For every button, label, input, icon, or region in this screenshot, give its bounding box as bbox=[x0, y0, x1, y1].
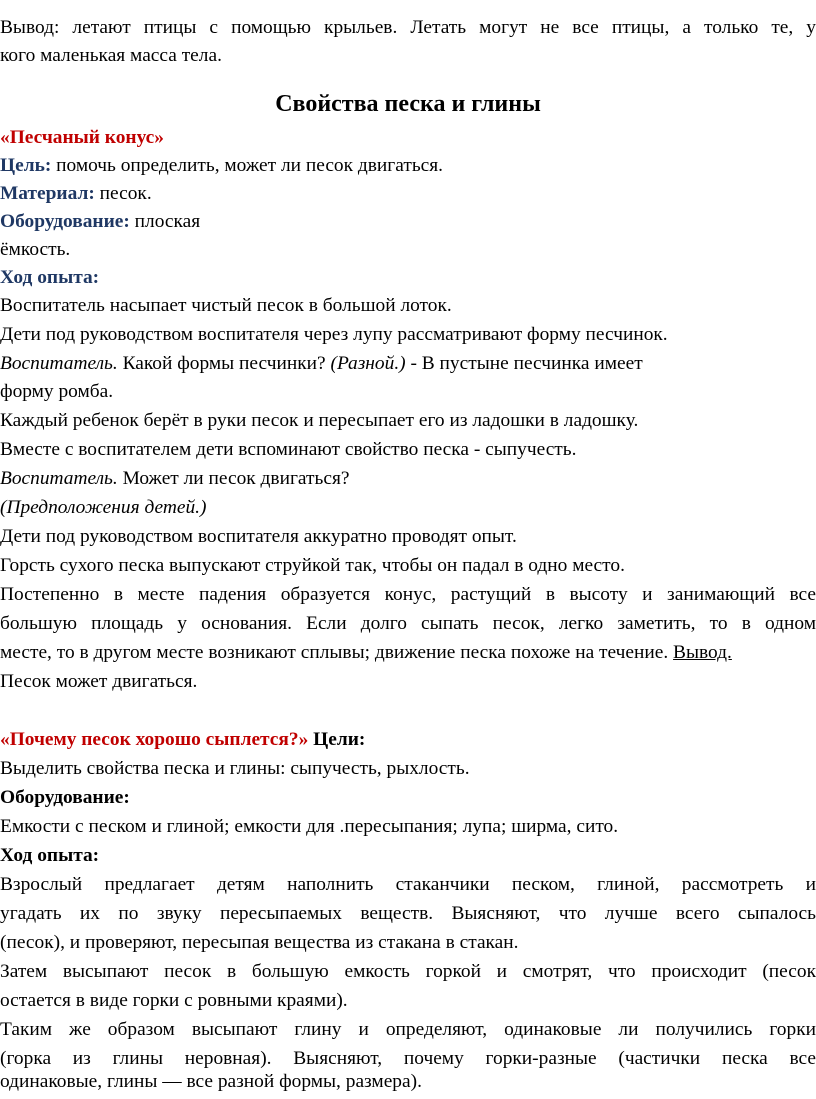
intro-line: кого маленькая масса тела. bbox=[0, 45, 222, 66]
equipment-text: Емкости с песком и глиной; емкости для .пересыпания; лупа; ширма, сито. bbox=[0, 816, 619, 837]
paragraph-line: большую площадь у основания. Если долго сыпать песок, легко заметить, то в одном bbox=[0, 613, 816, 634]
paragraph-line: Песок может двигаться. bbox=[0, 671, 198, 692]
equipment-cont: ёмкость. bbox=[0, 239, 71, 260]
question: Может ли песок двигаться? bbox=[117, 468, 350, 489]
paragraph-line: Таким же образом высыпают глину и определяют, одинаковые ли получились горки bbox=[0, 1019, 816, 1040]
equipment-line bbox=[0, 208, 200, 237]
dialogue-line bbox=[0, 465, 349, 494]
paragraph: Вместе с воспитателем дети вспоминают свойство песка - сыпучесть. bbox=[0, 439, 577, 460]
paragraph: (Предположения детей.) bbox=[0, 497, 207, 518]
paragraph-line: угадать их по звуку пересыпаемых веществ. Выясняют, что лучше всего сыпалось bbox=[0, 903, 816, 924]
material-line bbox=[0, 180, 152, 209]
question: Какой формы песчинки? bbox=[117, 353, 331, 374]
intro-line: Вывод: летают птицы с помощью крыльев. Летать могут не все птицы, а только те, у bbox=[0, 17, 816, 38]
material-label: Материал: bbox=[0, 183, 95, 204]
equipment-text: плоская bbox=[129, 211, 201, 232]
experiment-title-line bbox=[0, 726, 365, 755]
paragraph-line: Взрослый предлагает детям наполнить стаканчики песком, глиной, рассмотреть и bbox=[0, 874, 816, 895]
paragraph-line: остается в виде горки с ровными краями). bbox=[0, 990, 348, 1011]
section-title: Свойства песка и глины bbox=[275, 91, 541, 117]
experiment-title: «Почему песок хорошо сыплется?» bbox=[0, 729, 309, 750]
paragraph-line bbox=[0, 639, 816, 668]
material-text: песок. bbox=[94, 183, 152, 204]
paragraph: Выделить свойства песка и глины: сыпучесть, рыхлость. bbox=[0, 758, 470, 779]
process-label: Ход опыта: bbox=[0, 845, 100, 866]
paragraph: Воспитатель насыпает чистый песок в большой лоток. bbox=[0, 295, 452, 316]
process-label: Ход опыта: bbox=[0, 267, 100, 288]
dialogue-rest: - В пустыне песчинка имеет bbox=[405, 353, 643, 374]
paragraph: Дети под руководством воспитателя аккуратно проводят опыт. bbox=[0, 526, 517, 547]
paragraph-line: (песок), и проверяют, пересыпая вещества из стакана в стакан. bbox=[0, 932, 519, 953]
paragraph-line: одинаковые, глины — все разной формы, размера). bbox=[0, 1071, 422, 1092]
paragraph: Каждый ребенок берёт в руки песок и пересыпает его из ладошки в ладошку. bbox=[0, 410, 639, 431]
goals-label: Цели: bbox=[308, 729, 366, 750]
goal-line bbox=[0, 152, 443, 181]
dialogue-line bbox=[0, 350, 643, 379]
answer: (Разной.) bbox=[330, 353, 406, 374]
paragraph: форму ромба. bbox=[0, 381, 114, 402]
experiment-title: «Песчаный конус» bbox=[0, 127, 164, 148]
speaker: Воспитатель. bbox=[0, 353, 118, 374]
conclusion-label: Вывод. bbox=[673, 642, 732, 663]
speaker: Воспитатель. bbox=[0, 468, 118, 489]
paragraph-line: (горка из глины неровная). Выясняют, почему горки-разные (частички песка все bbox=[0, 1048, 816, 1069]
goal-label: Цель: bbox=[0, 155, 52, 176]
paragraph: Горсть сухого песка выпускают струйкой так, чтобы он падал в одно место. bbox=[0, 555, 625, 576]
goal-text: помочь определить, может ли песок двигаться. bbox=[51, 155, 444, 176]
equipment-label: Оборудование: bbox=[0, 787, 130, 808]
paragraph-line: Постепенно в месте падения образуется конус, растущий в высоту и занимающий все bbox=[0, 584, 816, 605]
equipment-label: Оборудование: bbox=[0, 211, 130, 232]
paragraph-line: Затем высыпают песок в большую емкость горкой и смотрят, что происходит (песок bbox=[0, 961, 816, 982]
paragraph-text: месте, то в другом месте возникают сплывы; движение песка похоже на течение. bbox=[0, 642, 674, 663]
paragraph: Дети под руководством воспитателя через лупу рассматривают форму песчинок. bbox=[0, 324, 668, 345]
